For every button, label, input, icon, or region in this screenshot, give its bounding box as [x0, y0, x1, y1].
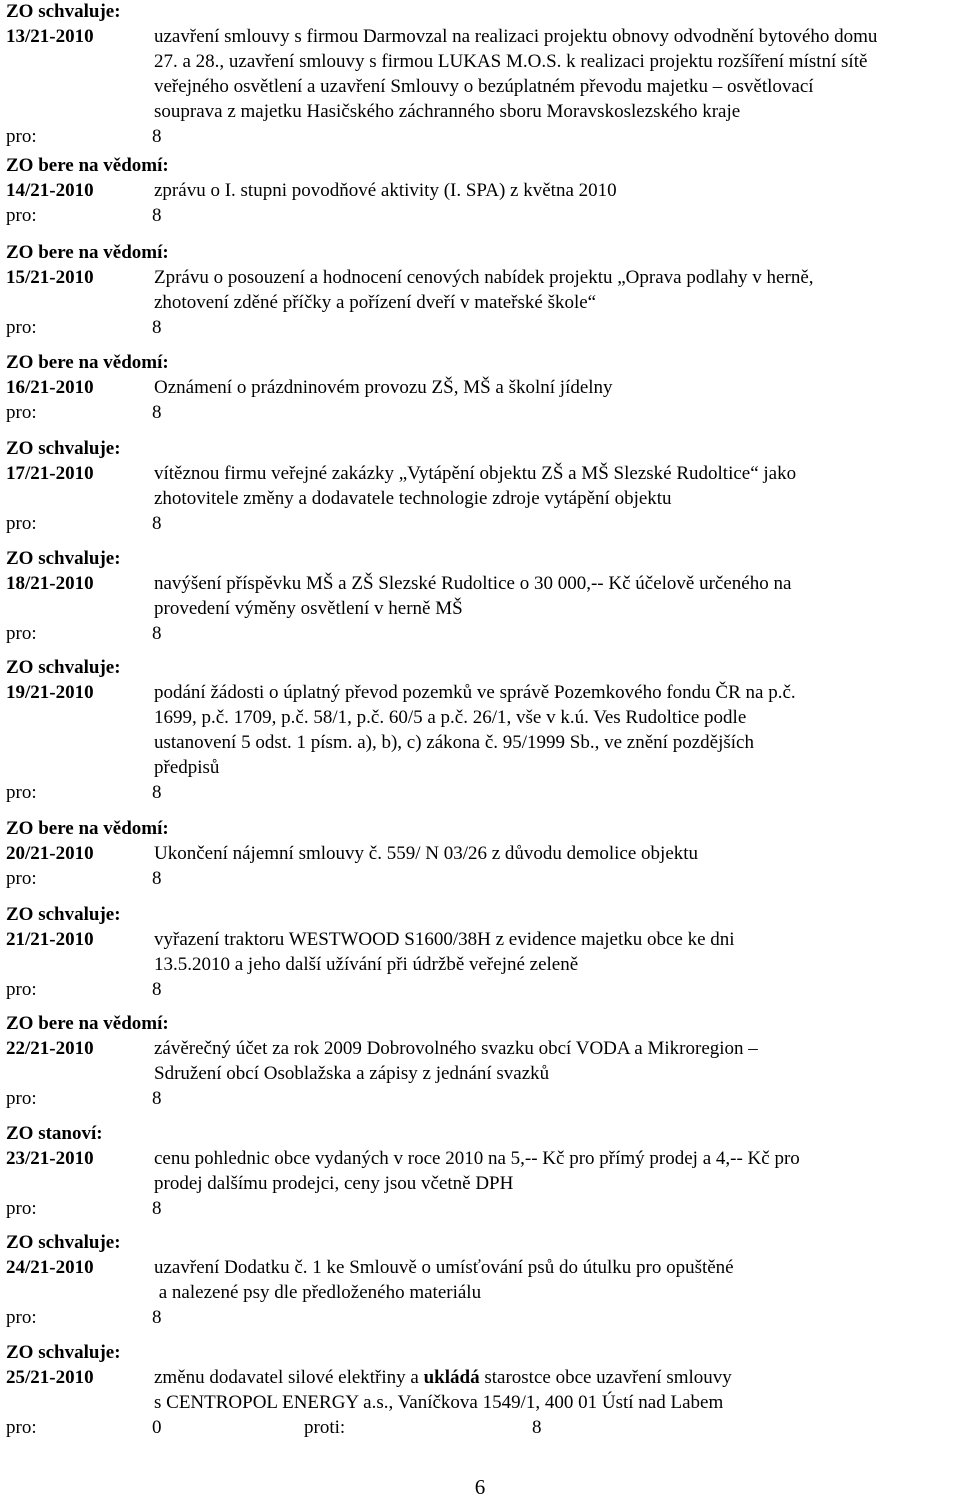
vote-count: 8: [152, 513, 162, 534]
vote-count: 8: [152, 1307, 162, 1328]
text-run: změnu dodavatel silové elektřiny a: [154, 1367, 424, 1388]
vote-line: [6, 400, 956, 425]
resolution-heading: ZO schvaluje:: [6, 657, 121, 678]
vote-label: pro:: [6, 1417, 37, 1438]
vote-count: 8: [152, 402, 162, 423]
text-line: uzavření Dodatku č. 1 ke Smlouvě o umísťování psů do útulku pro opuštěné: [154, 1257, 734, 1278]
text-line: Sdružení obcí Osoblažska a zápisy z jednání svazků: [154, 1063, 550, 1084]
text-line: závěrečný účet za rok 2009 Dobrovolného svazku obcí VODA a Mikroregion –: [154, 1038, 758, 1059]
vote-label: pro:: [6, 126, 37, 147]
resolution-block: [6, 1011, 956, 1111]
resolution-text: [154, 841, 894, 866]
resolution-text: [154, 1255, 894, 1305]
resolution-block: [6, 1230, 956, 1330]
resolution-number: 21/21-2010: [6, 929, 94, 950]
vote-label: pro:: [6, 1088, 37, 1109]
vote-against-count: 8: [532, 1417, 542, 1438]
text-line: Oznámení o prázdninovém provozu ZŠ, MŠ a školní jídelny: [154, 377, 613, 398]
vote-label: pro:: [6, 317, 37, 338]
text-line: prodej dalšímu prodejci, ceny jsou včetně DPH: [154, 1173, 514, 1194]
text-line: Ukončení nájemní smlouvy č. 559/ N 03/26 z důvodu demolice objektu: [154, 843, 699, 864]
resolution-number: 16/21-2010: [6, 377, 94, 398]
resolution-block: [6, 816, 956, 891]
vote-line: [6, 780, 956, 805]
resolution-number: 20/21-2010: [6, 843, 94, 864]
vote-label: pro:: [6, 979, 37, 1000]
vote-label: pro:: [6, 402, 37, 423]
resolution-text: [154, 265, 894, 315]
vote-line: [6, 315, 956, 340]
text-line: ustanovení 5 odst. 1 písm. a), b), c) zákona č. 95/1999 Sb., ve znění pozdějších: [154, 732, 754, 753]
resolution-heading: ZO schvaluje:: [6, 1342, 121, 1363]
resolution-number: 22/21-2010: [6, 1038, 94, 1059]
text-line: cenu pohlednic obce vydaných v roce 2010 na 5,-- Kč pro přímý prodej a 4,-- Kč pro: [154, 1148, 800, 1169]
resolution-number: 25/21-2010: [6, 1367, 94, 1388]
emphasis-ukladá: ukládá: [423, 1367, 480, 1388]
vote-count: 8: [152, 205, 162, 226]
resolution-number: 18/21-2010: [6, 573, 94, 594]
vote-line: [6, 124, 956, 149]
resolution-number: 19/21-2010: [6, 682, 94, 703]
text-line: zhotovení zděné příčky a pořízení dveří v mateřské škole“: [154, 292, 597, 313]
resolution-block: [6, 546, 956, 646]
text-line: 1699, p.č. 1709, p.č. 58/1, p.č. 60/5 a p.č. 26/1, vše v k.ú. Ves Rudoltice podle: [154, 707, 747, 728]
resolution-block: [6, 153, 956, 228]
vote-count: 8: [152, 868, 162, 889]
resolution-heading: ZO schvaluje:: [6, 904, 121, 925]
vote-count: 8: [152, 126, 162, 147]
resolution-block: [6, 436, 956, 536]
text-line: vítěznou firmu veřejné zakázky „Vytápění objektu ZŠ a MŠ Slezské Rudoltice“ jako: [154, 463, 797, 484]
vote-count: 8: [152, 782, 162, 803]
resolution-text: [154, 571, 894, 621]
vote-label: pro:: [6, 513, 37, 534]
text-line: uzavření smlouvy s firmou Darmovzal na realizaci projektu obnovy odvodnění bytového domu: [154, 26, 878, 47]
vote-line: [6, 1086, 956, 1111]
vote-line: [6, 1196, 956, 1221]
resolution-block: [6, 240, 956, 340]
resolution-heading: ZO bere na vědomí:: [6, 1013, 169, 1034]
vote-label: pro:: [6, 782, 37, 803]
resolution-block: [6, 350, 956, 425]
page-number: 6: [474, 1475, 486, 1499]
resolution-text: [154, 24, 944, 124]
vote-label: pro:: [6, 623, 37, 644]
vote-line: [6, 866, 956, 891]
resolution-heading: ZO bere na vědomí:: [6, 818, 169, 839]
resolution-text: [154, 178, 894, 203]
vote-line: [6, 621, 956, 646]
vote-line: [6, 1415, 956, 1440]
vote-label: pro:: [6, 868, 37, 889]
resolution-text: [154, 375, 894, 400]
resolution-heading: ZO bere na vědomí:: [6, 155, 169, 176]
resolution-number: 23/21-2010: [6, 1148, 94, 1169]
resolution-heading: ZO schvaluje:: [6, 1232, 121, 1253]
text-line: předpisů: [154, 757, 220, 778]
vote-label: pro:: [6, 1198, 37, 1219]
resolution-text: [154, 461, 894, 511]
resolution-heading: ZO stanoví:: [6, 1123, 103, 1144]
resolution-heading: ZO schvaluje:: [6, 1, 121, 22]
resolution-block: [6, 1340, 956, 1440]
text-line: 13.5.2010 a jeho další užívání při údržbě veřejné zeleně: [154, 954, 579, 975]
text-line: provedení výměny osvětlení v herně MŠ: [154, 598, 463, 619]
resolution-text: [154, 680, 894, 780]
vote-line: [6, 977, 956, 1002]
vote-count: 8: [152, 1198, 162, 1219]
resolution-text: [154, 927, 894, 977]
resolution-block: [6, 655, 956, 805]
text-line: souprava z majetku Hasičského záchranného sboru Moravskoslezského kraje: [154, 101, 741, 122]
text-line: vyřazení traktoru WESTWOOD S1600/38H z evidence majetku obce ke dni: [154, 929, 735, 950]
text-line: zhotovitele změny a dodavatele technologie zdroje vytápění objektu: [154, 488, 672, 509]
resolution-text: [154, 1036, 894, 1086]
text-run: starostce obce uzavření smlouvy: [479, 1367, 732, 1388]
resolution-block: [6, 1121, 956, 1221]
resolution-text: [154, 1365, 894, 1415]
resolution-number: 13/21-2010: [6, 26, 94, 47]
resolution-heading: ZO schvaluje:: [6, 438, 121, 459]
resolution-heading: ZO schvaluje:: [6, 548, 121, 569]
text-line: veřejného osvětlení a uzavření Smlouvy o bezúplatném převodu majetku – osvětlovací: [154, 76, 814, 97]
vote-count: 0: [152, 1417, 162, 1438]
text-line: 27. a 28., uzavření smlouvy s firmou LUKAS M.O.S. k realizaci projektu rozšíření místní sítě: [154, 51, 868, 72]
resolution-number: 24/21-2010: [6, 1257, 94, 1278]
vote-line: [6, 511, 956, 536]
resolution-heading: ZO bere na vědomí:: [6, 242, 169, 263]
text-line: s CENTROPOL ENERGY a.s., Vaníčkova 1549/1, 400 01 Ústí nad Labem: [154, 1392, 724, 1413]
text-line: zprávu o I. stupni povodňové aktivity (I. SPA) z května 2010: [154, 180, 617, 201]
vote-line: [6, 203, 956, 228]
resolution-block: [6, 902, 956, 1002]
vote-line: [6, 1305, 956, 1330]
text-line: a nalezené psy dle předloženého materiálu: [154, 1282, 482, 1303]
vote-label: pro:: [6, 1307, 37, 1328]
vote-count: 8: [152, 317, 162, 338]
vote-count: 8: [152, 979, 162, 1000]
vote-count: 8: [152, 623, 162, 644]
text-line: podání žádosti o úplatný převod pozemků ve správě Pozemkového fondu ČR na p.č.: [154, 682, 796, 703]
vote-label: pro:: [6, 205, 37, 226]
resolution-number: 15/21-2010: [6, 267, 94, 288]
vote-against-label: proti:: [304, 1417, 346, 1438]
text-line: navýšení příspěvku MŠ a ZŠ Slezské Rudoltice o 30 000,-- Kč účelově určeného na: [154, 573, 792, 594]
resolution-block: [6, 0, 956, 149]
resolution-text: [154, 1146, 894, 1196]
text-line: [154, 1365, 894, 1390]
text-line: Zprávu o posouzení a hodnocení cenových nabídek projektu „Oprava podlahy v herně,: [154, 267, 814, 288]
resolution-number: 17/21-2010: [6, 463, 94, 484]
resolution-number: 14/21-2010: [6, 180, 94, 201]
resolution-heading: ZO bere na vědomí:: [6, 352, 169, 373]
vote-count: 8: [152, 1088, 162, 1109]
